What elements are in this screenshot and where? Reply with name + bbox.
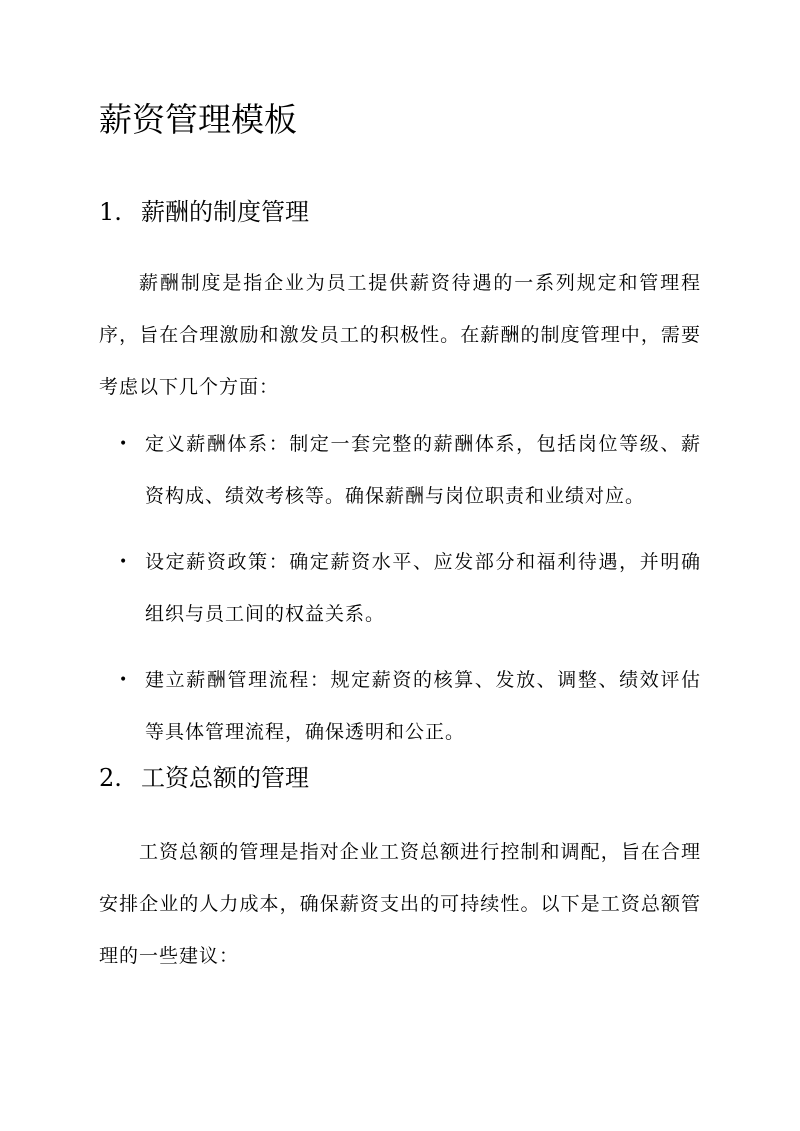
section-1-intro-paragraph: 薪酬制度是指企业为员工提供薪资待遇的一系列规定和管理程序，旨在合理激励和激发员工的积极性。在薪酬的制度管理中，需要考虑以下几个方面： bbox=[99, 272, 701, 398]
list-item bbox=[99, 536, 701, 640]
list-item-text: 建立薪酬管理流程：规定薪资的核算、发放、调整、绩效评估等具体管理流程，确保透明和公正。 bbox=[145, 669, 701, 743]
section-heading-text: 工资总额的管理 bbox=[141, 764, 309, 792]
bullet-icon: • bbox=[119, 672, 129, 688]
section-number: 2. bbox=[99, 764, 122, 792]
section-1-bullet-list bbox=[99, 418, 701, 772]
section-heading-2 bbox=[99, 760, 309, 796]
list-item bbox=[99, 654, 701, 758]
bullet-icon: • bbox=[119, 554, 129, 570]
section-heading-text: 薪酬的制度管理 bbox=[141, 198, 309, 226]
list-item-text: 设定薪资政策：确定薪资水平、应发部分和福利待遇，并明确组织与员工间的权益关系。 bbox=[145, 551, 701, 625]
bullet-icon: • bbox=[119, 436, 129, 452]
document-title: 薪资管理模板 bbox=[99, 100, 297, 139]
section-heading-1 bbox=[99, 194, 309, 230]
section-number: 1. bbox=[99, 198, 122, 226]
section-2-intro-paragraph: 工资总额的管理是指对企业工资总额进行控制和调配，旨在合理安排企业的人力成本，确保薪资支出的可持续性。以下是工资总额管理的一些建议： bbox=[99, 841, 701, 967]
list-item-text: 定义薪酬体系：制定一套完整的薪酬体系，包括岗位等级、薪资构成、绩效考核等。确保薪酬与岗位职责和业绩对应。 bbox=[145, 433, 701, 507]
list-item bbox=[99, 418, 701, 522]
